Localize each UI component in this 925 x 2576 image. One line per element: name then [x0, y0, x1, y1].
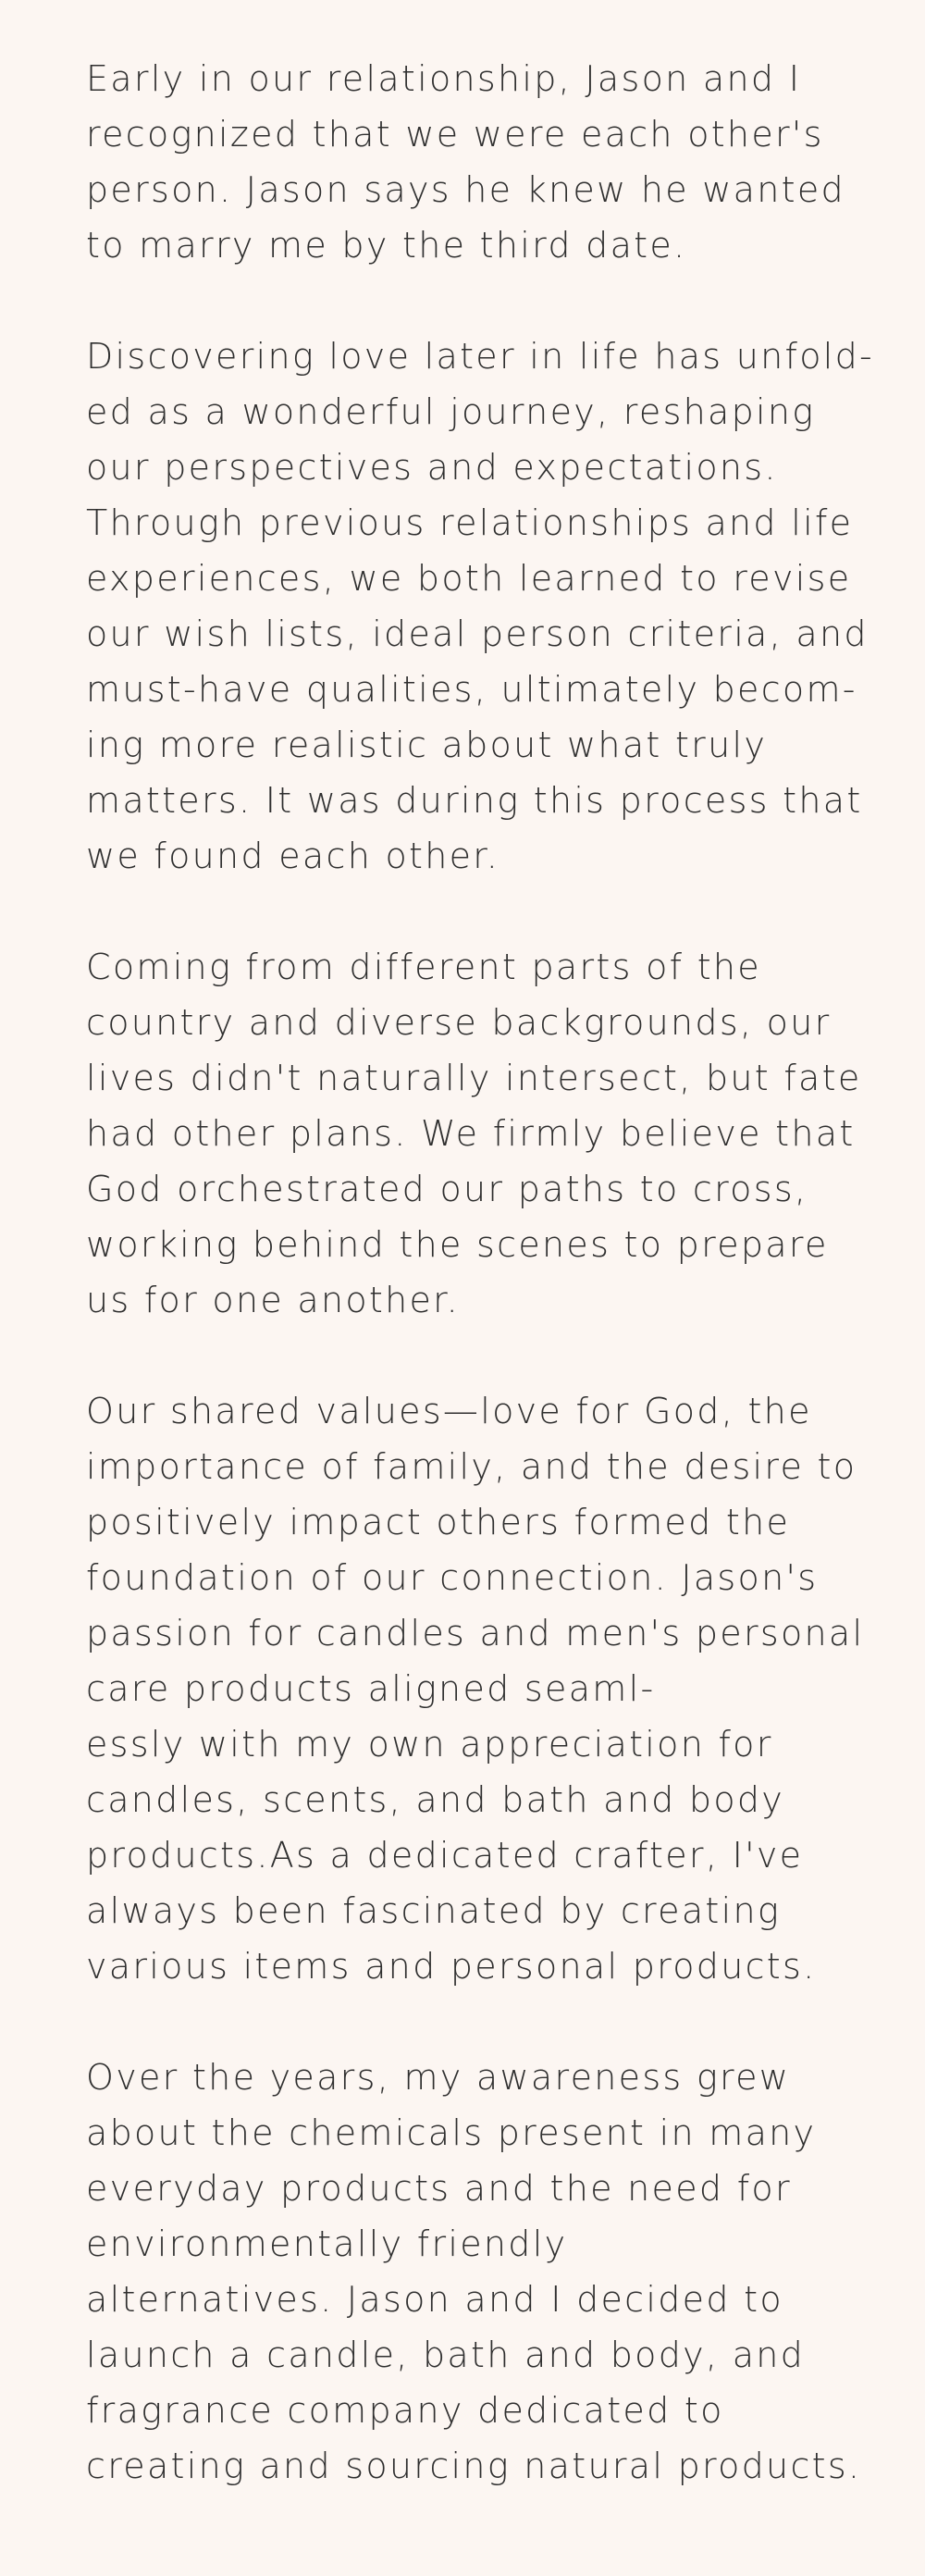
text-line: our wish lists, ideal person criteria, and [86, 613, 869, 654]
text-line: working behind the scenes to prepare [86, 1224, 829, 1265]
about-story-text [86, 51, 882, 2494]
text-line: passion for candles and men's personal [86, 1613, 865, 1653]
text-line: about the chemicals present in many [86, 2112, 817, 2153]
text-line: Discovering love later in life has unfold- [86, 336, 875, 377]
text-line: various items and personal products. [86, 1946, 817, 1987]
text-line: launch a candle, bath and body, and [86, 2334, 806, 2375]
text-line: ed as a wonderful journey, reshaping [86, 391, 816, 432]
text-line: importance of family, and the desire to [86, 1446, 857, 1487]
text-line: had other plans. We firmly believe that [86, 1113, 856, 1154]
text-line: us for one another. [86, 1280, 460, 1320]
text-line: essly with my own appreciation for [86, 1724, 773, 1765]
text-line: everyday products and the need for [86, 2168, 792, 2209]
text-line: positively impact others formed the [86, 1502, 791, 1542]
text-line: environmentally friendly [86, 2223, 568, 2264]
text-line: fragrance company dedicated to [86, 2390, 724, 2431]
text-line: alternatives. Jason and I decided to [86, 2279, 783, 2320]
paragraph-natural-products [86, 2050, 882, 2494]
text-line: Over the years, my awareness grew [86, 2057, 791, 2098]
text-line: ing more realistic about what truly [86, 724, 768, 765]
text-line: person. Jason says he knew he wanted [86, 169, 845, 210]
text-line: to marry me by the third date. [86, 225, 687, 266]
paragraph-discovering-love [86, 328, 882, 884]
text-line: must-have qualities, ultimately becom- [86, 669, 857, 710]
paragraph-different-backgrounds [86, 939, 882, 1328]
text-line: products.As a dedicated crafter, I've [86, 1835, 804, 1876]
text-line: Our shared values—love for God, the [86, 1391, 812, 1431]
text-line: country and diverse backgrounds, our [86, 1002, 832, 1043]
text-line: Coming from different parts of the [86, 947, 761, 987]
text-line: matters. It was during this process that [86, 780, 863, 821]
text-line: we found each other. [86, 836, 500, 876]
text-line: foundation of our connection. Jason's [86, 1557, 819, 1598]
text-line: recognized that we were each other's [86, 114, 824, 155]
text-line: always been fascinated by creating [86, 1890, 781, 1931]
text-line: Through previous relationships and life [86, 502, 854, 543]
text-line: our perspectives and expectations. [86, 447, 778, 488]
text-line: creating and sourcing natural products. [86, 2446, 862, 2486]
text-line: lives didn't naturally intersect, but fate [86, 1058, 862, 1098]
text-line: candles, scents, and bath and body [86, 1779, 785, 1820]
text-line: experiences, we both learned to revise [86, 558, 852, 599]
text-line: Early in our relationship, Jason and I [86, 58, 802, 99]
text-line: God orchestrated our paths to cross, [86, 1169, 808, 1209]
paragraph-relationship [86, 51, 882, 273]
text-line: care products aligned seaml- [86, 1668, 656, 1709]
paragraph-shared-values [86, 1383, 882, 1994]
